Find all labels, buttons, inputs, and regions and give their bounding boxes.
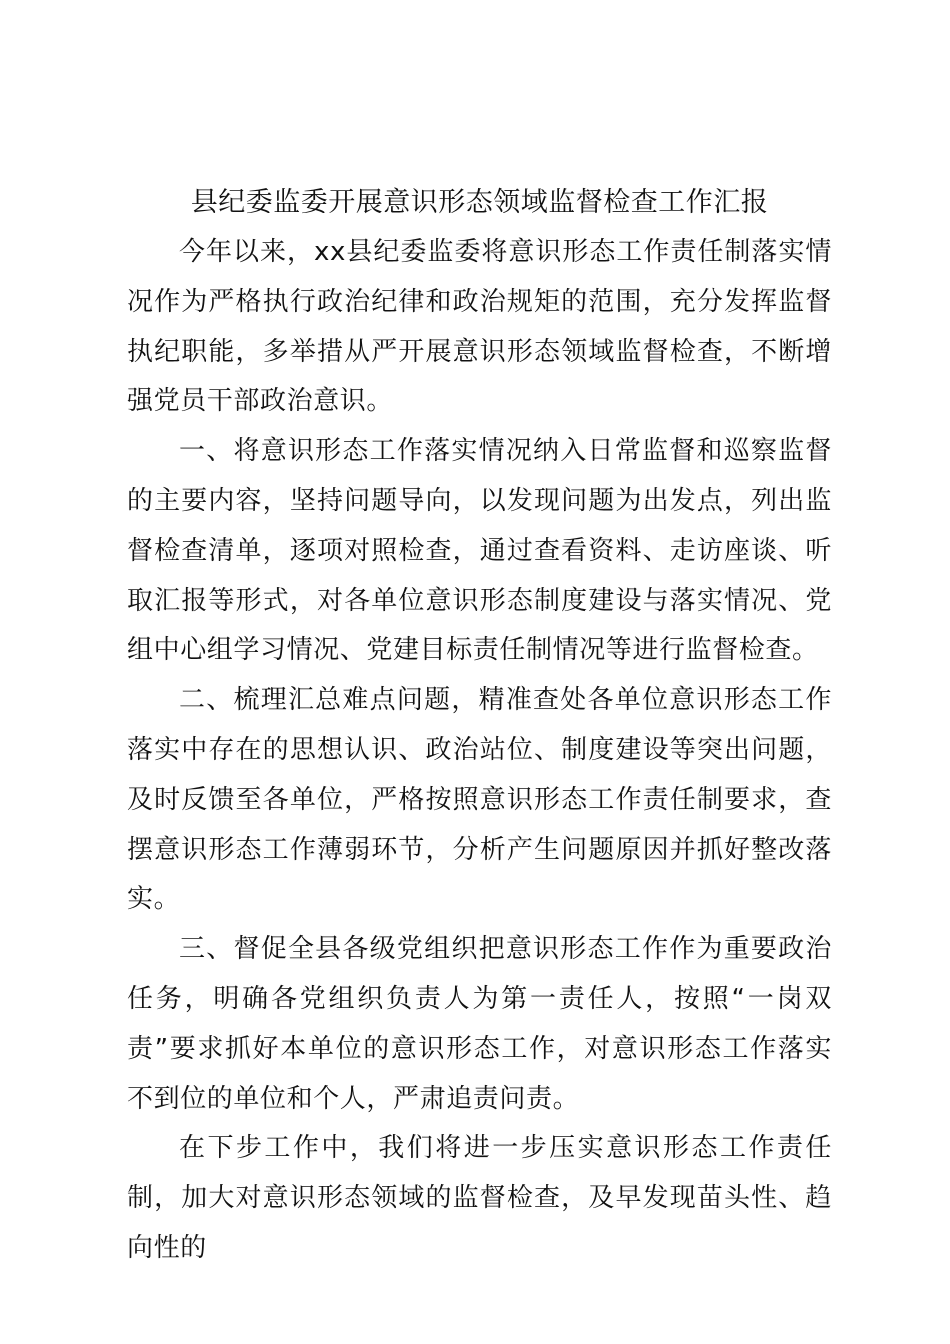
intro-paragraph: 今年以来，xx县纪委监委将意识形态工作责任制落实情况作为严格执行政治纪律和政治规矩的范围，充分发挥监督执纪职能，多举措从严开展意识形态领域监督检查，不断增强党员干部政治意识。 — [127, 237, 832, 417]
section-two-paragraph: 二、梳理汇总难点问题，精准查处各单位意识形态工作落实中存在的思想认识、政治站位、制度建设等突出问题，及时反馈至各单位，严格按照意识形态工作责任制要求，查摆意识形态工作薄弱环节，分析产生问题原因并抓好整改落实。 — [127, 685, 832, 915]
document-body — [127, 178, 832, 1274]
next-steps-paragraph: 在下步工作中，我们将进一步压实意识形态工作责任制，加大对意识形态领域的监督检查，及早发现苗头性、趋向性的 — [127, 1133, 832, 1263]
section-three-paragraph: 三、督促全县各级党组织把意识形态工作作为重要政治任务，明确各党组织负责人为第一责任人，按照“一岗双责”要求抓好本单位的意识形态工作，对意识形态工作落实不到位的单位和个人，严肃追责问责。 — [127, 934, 832, 1114]
section-one-paragraph: 一、将意识形态工作落实情况纳入日常监督和巡察监督的主要内容，坚持问题导向，以发现问题为出发点，列出监督检查清单，逐项对照检查，通过查看资料、走访座谈、听取汇报等形式，对各单位意识形态制度建设与落实情况、党组中心组学习情况、党建目标责任制情况等进行监督检查。 — [127, 436, 832, 666]
document-title: 县纪委监委开展意识形态领域监督检查工作汇报 — [190, 187, 769, 218]
